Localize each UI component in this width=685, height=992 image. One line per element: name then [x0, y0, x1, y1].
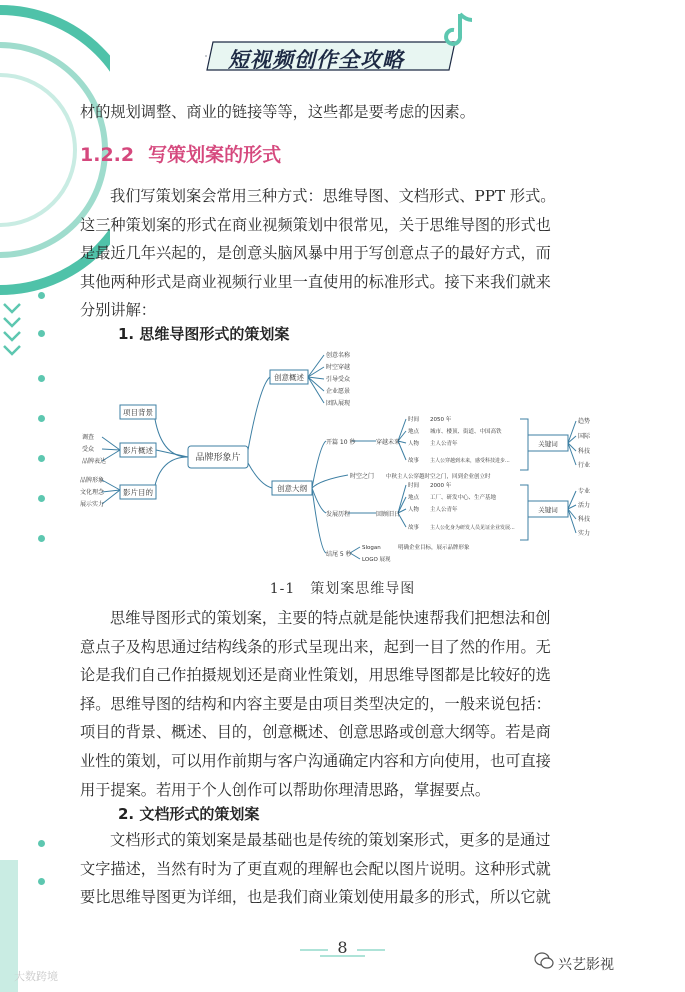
body-line: 文字描述，当然有时为了更直观的理解也会配以图片说明。这种形式就 — [80, 859, 551, 878]
mindmap-leaf: 实力 — [578, 530, 591, 537]
mindmap-leaf: LOGO 展现 — [362, 557, 391, 563]
mindmap-leaf: 行业 — [578, 462, 591, 469]
mindmap-leaf: 时间 — [408, 483, 420, 489]
margin-dot — [38, 840, 45, 847]
mindmap-leaf: 人物 — [408, 441, 420, 447]
page-number: 8 — [337, 938, 348, 957]
mindmap-leaf: 展示实力 — [80, 501, 105, 508]
mindmap-leaf: 结尾 5 秒 — [326, 551, 352, 558]
margin-dot — [38, 292, 45, 299]
mindmap-leaf: 回顾旧日 — [376, 511, 401, 518]
mindmap-leaf: 团队展现 — [326, 400, 351, 407]
body-line: 材的规划调整、商业的链接等等，这些都是要考虑的因素。 — [80, 103, 475, 121]
mindmap-node: 关键词 — [538, 440, 558, 448]
mindmap-leaf: 主人公化身为研发人员见证企业发展... — [430, 525, 515, 531]
margin-dot — [38, 495, 45, 502]
mindmap-leaf: 科技 — [578, 516, 591, 523]
body-line: 项目的背景、概述、目的，创意概述、创意思路或创意大纲等。若是商 — [80, 723, 551, 742]
mindmap-leaf: 品牌形象 — [80, 477, 105, 484]
mindmap-leaf: 活力 — [578, 502, 591, 509]
mindmap-leaf: 地点 — [408, 429, 420, 435]
music-note-icon — [440, 10, 480, 50]
subheading-mindmap: 1. 思维导图形式的策划案 — [118, 325, 290, 343]
body-line: 业性的策划，可以用作前期与客户沟通确定内容和方向使用，也可直接 — [80, 752, 551, 770]
subheading-document: 2. 文档形式的策划案 — [118, 805, 260, 823]
mindmap-leaf: 调查 — [82, 434, 95, 441]
mindmap-leaf: 故事 — [408, 525, 420, 531]
watermark-right: 兴艺影视 — [558, 957, 614, 973]
mindmap-node: 影片概述 — [123, 446, 153, 455]
intro-line: 其他两种形式是商业视频行业里一直使用的标准形式。接下来我们就来 — [80, 272, 551, 291]
section-title: 写策划案的形式 — [148, 144, 282, 166]
mindmap-leaf: 趋势 — [578, 418, 591, 425]
margin-dot — [38, 455, 45, 462]
mindmap-node: 创意概述 — [274, 373, 304, 382]
margin-dot — [38, 330, 45, 337]
wechat-icon — [534, 952, 554, 970]
mindmap-leaf: 企业愿景 — [326, 388, 351, 395]
mindmap-leaf: 专业 — [578, 488, 591, 495]
mindmap-leaf: 人物 — [408, 507, 420, 513]
intro-line: 这三种策划案的形式在商业视频策划中很常见，关于思维导图的形式也 — [80, 215, 551, 234]
chevron-decoration — [2, 300, 24, 360]
body-line: 意点子及构思通过结构线条的形式呈现出来，起到一目了然的作用。无 — [80, 637, 551, 656]
mindmap-leaf: 文化理念 — [80, 489, 105, 496]
header-title: 短视频创作全攻略 — [228, 48, 404, 72]
body-line: 用于提案。若用于个人创作可以帮助你理清思路，掌握要点。 — [80, 780, 491, 799]
mindmap-center: 品牌形象片 — [195, 453, 241, 463]
margin-dot — [38, 375, 45, 382]
intro-line: 是最近几年兴起的，是创意头脑风暴中用于写创意点子的最好方式，而 — [80, 244, 551, 263]
margin-dot — [38, 878, 45, 885]
mindmap-leaf: 品牌表达 — [82, 458, 107, 465]
intro-line: 分别讲解： — [80, 301, 156, 320]
mindmap-leaf: 明确企业目标，展示品牌形象 — [398, 545, 470, 551]
mindmap-leaf: 开篇 10 秒 — [326, 439, 356, 446]
mindmap-leaf: 发展历程 — [326, 511, 351, 518]
mindmap-node: 项目背景 — [123, 408, 153, 417]
intro-line: 我们写策划案会常用三种方式：思维导图、文档形式、PPT 形式。 — [110, 187, 556, 205]
mindmap-leaf: 国际 — [578, 433, 591, 440]
body-line: 择。思维导图的结构和内容主要是由项目类型决定的，一般来说包括： — [80, 694, 551, 713]
mindmap-node: 关键词 — [538, 506, 558, 514]
section-heading — [80, 140, 281, 167]
mindmap-leaf: 主人公青年 — [430, 507, 458, 513]
mindmap-leaf: 工厂、研发中心、生产基地 — [430, 495, 497, 501]
body-line: 论是我们自己作拍摄规划还是商业性策划，用思维导图都是比较好的选 — [80, 666, 551, 685]
mindmap-leaf: 城市、楼顶、街道、中国高铁 — [430, 429, 502, 435]
mindmap-node: 影片目的 — [123, 488, 153, 497]
mindmap-leaf: 2000 年 — [430, 483, 452, 489]
body-line: 文档形式的策划案是最基础也是传统的策划案形式，更多的是通过 — [110, 831, 551, 849]
mindmap-leaf: Slogan — [362, 545, 381, 551]
mindmap-leaf: 时间 — [408, 417, 420, 423]
mindmap-leaf: 2050 年 — [430, 417, 452, 423]
mindmap-leaf: 主人公穿越到未来，感受科技进步... — [430, 458, 510, 464]
mindmap-leaf: 故事 — [408, 458, 420, 464]
mindmap-leaf: 科技 — [578, 448, 591, 455]
mindmap-leaf: 引导受众 — [326, 376, 351, 383]
mindmap-leaf: 受众 — [82, 446, 95, 453]
watermark-left: 大数跨境 — [14, 970, 58, 983]
body-line: 思维导图形式的策划案，主要的特点就是能快速帮我们把想法和创 — [110, 609, 551, 627]
mindmap-leaf: 时空之门 — [350, 473, 375, 480]
mindmap-figure — [80, 345, 610, 570]
body-line: 要比思维导图更为详细，也是我们商业策划使用最多的形式，所以它就 — [80, 888, 551, 907]
mindmap-leaf: 穿越未来 — [376, 439, 401, 446]
mindmap-node: 创意大纲 — [277, 484, 307, 493]
margin-dot — [38, 415, 45, 422]
section-number: 1.2.2 — [80, 144, 135, 166]
mindmap-leaf: 中秋主人公穿越时空之门，回到企业创立时 — [386, 474, 491, 480]
mindmap-leaf: 创意名称 — [326, 352, 351, 359]
mindmap-leaf: 主人公青年 — [430, 441, 458, 447]
mindmap-leaf: 地点 — [408, 495, 420, 501]
figure-caption: 1-1 策划案思维导图 — [269, 581, 416, 597]
margin-dot — [38, 535, 45, 542]
mindmap-leaf: 时空穿越 — [326, 364, 351, 371]
